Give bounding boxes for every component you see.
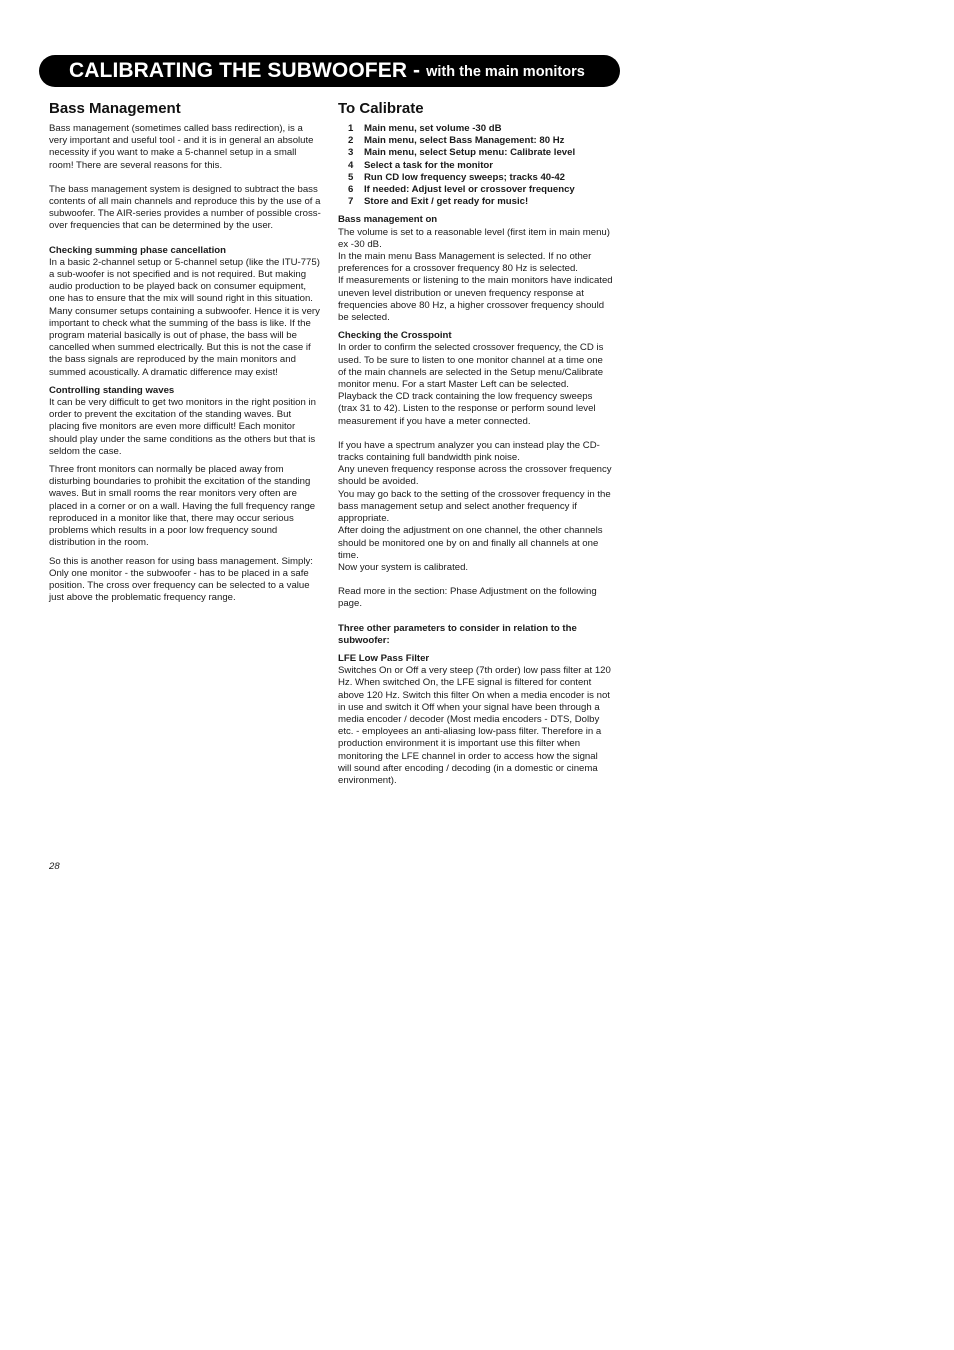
paragraph: Read more in the section: Phase Adjustment on the following page.	[338, 586, 597, 610]
page-subtitle: with the main monitors	[426, 64, 585, 80]
subheading-three-parameters: Three other parameters to consider in relation to the subwoofer:	[338, 622, 577, 646]
step-number: 5	[348, 171, 354, 183]
calibration-steps-list	[338, 123, 613, 208]
title-banner	[39, 55, 620, 87]
list-item	[338, 184, 613, 196]
paragraph: It can be very difficult to get two monitors in the right position in order to prevent the excitation of the standing waves. But placing five monitors are even more difficult! Each monitor should play under the same conditions as the others but that is seldom the case.	[49, 397, 316, 457]
subheading-phase-cancellation: Checking summing phase cancellation	[49, 244, 226, 256]
paragraph: Now your system is calibrated.	[338, 561, 469, 573]
list-item	[338, 135, 613, 147]
step-number: 1	[348, 123, 354, 134]
subheading-bass-management-on: Bass management on	[338, 214, 438, 226]
paragraph: Any uneven frequency response across the crossover frequency should be avoided.	[338, 464, 612, 488]
section-heading-to-calibrate: To Calibrate	[338, 100, 424, 117]
subheading-checking-crosspoint: Checking the Crosspoint	[338, 330, 452, 342]
paragraph: Bass management (sometimes called bass redirection), is a very important and useful tool - and it is in general an absolute necessity if you want to make a 5-channel setup in a small room! There are several reasons for this.	[49, 123, 314, 171]
paragraph: You may go back to the setting of the crossover frequency in the bass management setup and select another frequency if appropriate.	[338, 488, 611, 525]
paragraph: So this is another reason for using bass management. Simply: Only one monitor - the subwoofer - has to be placed in a safe position. The cross over frequency can be selected to a value just above the problematic frequency range.	[49, 555, 313, 604]
paragraph: Three front monitors can normally be placed away from disturbing boundaries to prohibit the excitation of the standing waves. But in small rooms the rear monitors very often are placed in a corner or on a wall. Having the full frequency range reproduced in a monitor like that, there may occur serious problems which results in a poor low frequency sound distribution in the room.	[49, 464, 316, 549]
step-text: Run CD low frequency sweeps; tracks 40-42	[364, 171, 566, 183]
left-column	[49, 100, 322, 604]
list-item	[338, 160, 613, 172]
list-item	[338, 147, 613, 159]
subheading-standing-waves: Controlling standing waves	[49, 384, 175, 396]
section-heading-bass-management: Bass Management	[49, 100, 181, 117]
step-number: 3	[348, 147, 354, 159]
step-number: 4	[348, 159, 354, 171]
paragraph: Playback the CD track containing the low frequency sweeps (trax 31 to 42). Listen to the response or perform sound level measurement if you have a meter connected.	[338, 391, 596, 427]
list-item	[338, 172, 613, 184]
step-text: Main menu, set volume -30 dB	[364, 123, 502, 134]
step-text: Store and Exit / get ready for music!	[364, 196, 529, 208]
paragraph: After doing the adjustment on one channel, the other channels should be monitored one by on and finally all channels at one time.	[338, 525, 603, 561]
list-item	[338, 123, 613, 135]
list-item	[338, 196, 613, 208]
paragraph: In a basic 2-channel setup or 5-channel setup (like the ITU-775) a sub-woofer is not specified and is not required. But making audio production to be played back on consumer equipment, one has to ensure that the mix will sound right in this situation. Many consumer setups containing a subwoofer. Hence it is very important to check what the summing of the bass is like. If the program material basically is out of phase, the bass will be cancelled when summed electrically. But this is not the case if the bass signals are reproduced by the main monitors and summed acoustically. A dramatic difference may exist!	[49, 256, 320, 378]
paragraph: The volume is set to a reasonable level (first item in main menu) ex -30 dB.	[338, 226, 610, 250]
step-number: 7	[348, 196, 354, 208]
paragraph: If you have a spectrum analyzer you can instead play the CD-tracks containing full bandwidth pink noise.	[338, 439, 600, 464]
step-text: Main menu, select Setup menu: Calibrate level	[364, 147, 576, 159]
page-number: 28	[49, 861, 60, 872]
paragraph: If measurements or listening to the main monitors have indicated uneven level distribution or uneven frequency response at frequencies above 80 Hz, a higher crossover frequency should be selected.	[338, 275, 613, 324]
paragraph: In order to confirm the selected crossover frequency, the CD is used. To be sure to listen to one monitor channel at a time one of the main channels are selected in the Setup menu/Calibrate monitor menu. For a start Master Left can be selected.	[338, 342, 604, 391]
step-text: Select a task for the monitor	[364, 159, 494, 171]
paragraph: The bass management system is designed to subtract the bass contents of all main channels and reproduce this by the use of a subwoofer. The AIR-series provides a number of possible cross-over frequencies that can be determined by the user.	[49, 183, 321, 232]
step-number: 6	[348, 184, 354, 196]
step-text: Main menu, select Bass Management: 80 Hz	[364, 135, 565, 147]
right-column	[338, 100, 613, 787]
step-text: If needed: Adjust level or crossover frequency	[364, 184, 575, 196]
subheading-lfe-low-pass-filter: LFE Low Pass Filter	[338, 652, 430, 664]
paragraph: In the main menu Bass Management is selected. If no other preferences for a crossover frequency 80 Hz is selected.	[338, 251, 592, 275]
paragraph: Switches On or Off a very steep (7th order) low pass filter at 120 Hz. When switched On, the LFE signal is filtered for content above 120 Hz. Switch this filter On when a media encoder is not in use and switch it Off when your signal have been through a media encoder / decoder (Most media encoders - DTS, Dolby etc. - employees an anti-aliasing low-pass filter. Therefore in a production environment it is important use this filter when monitoring the LFE channel in order to access how the signal will sound after encoding / decoding (in a domestic or cinema environment).	[338, 665, 611, 786]
page-title: CALIBRATING THE SUBWOOFER -	[69, 59, 421, 82]
step-number: 2	[348, 135, 354, 147]
